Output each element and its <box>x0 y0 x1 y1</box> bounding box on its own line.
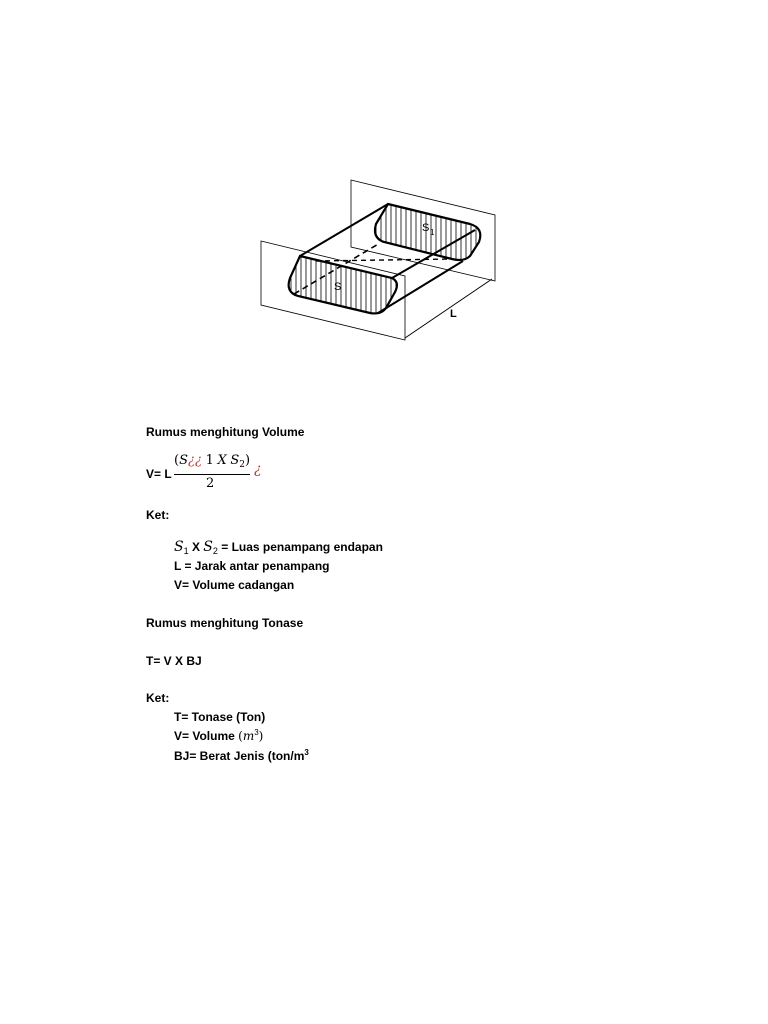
volume-formula-prefix: V= L <box>146 467 172 481</box>
tonase-heading: Rumus menghitung Tonase <box>146 616 304 630</box>
volume-heading: Rumus menghitung Volume <box>146 425 305 439</box>
ket1-line3: V= Volume cadangan <box>174 578 295 592</box>
ket2-line1: T= Tonase (Ton) <box>174 710 266 724</box>
front-section-s <box>289 256 397 313</box>
ket1-line1: $S_1$ X $S_2$ = Luas penampang endapan <box>174 539 383 556</box>
cross-section-diagram <box>0 0 768 400</box>
label-s: S <box>334 281 342 293</box>
fraction-bar <box>174 474 250 475</box>
ket1-line2: L = Jarak antar penampang <box>174 559 330 573</box>
label-l: L <box>450 308 457 320</box>
ket-label-1: Ket: <box>146 508 170 522</box>
volume-numerator: (S¿¿ 1 X $S_2$) <box>174 453 251 470</box>
tonase-formula: T= V X BJ <box>146 654 202 668</box>
label-s1: S <box>422 222 430 234</box>
volume-trailing-glyph: ¿ <box>254 461 262 477</box>
ket2-line3: BJ= Berat Jenis ($ton/m^3$ <box>174 748 309 763</box>
label-s1-sub: 1 <box>430 228 435 237</box>
cross-section-figure <box>0 0 768 400</box>
ket-label-2: Ket: <box>146 691 170 705</box>
ket2-line2: V= Volume $(m^3)$ <box>174 728 264 743</box>
volume-denominator: 2 <box>206 476 215 491</box>
